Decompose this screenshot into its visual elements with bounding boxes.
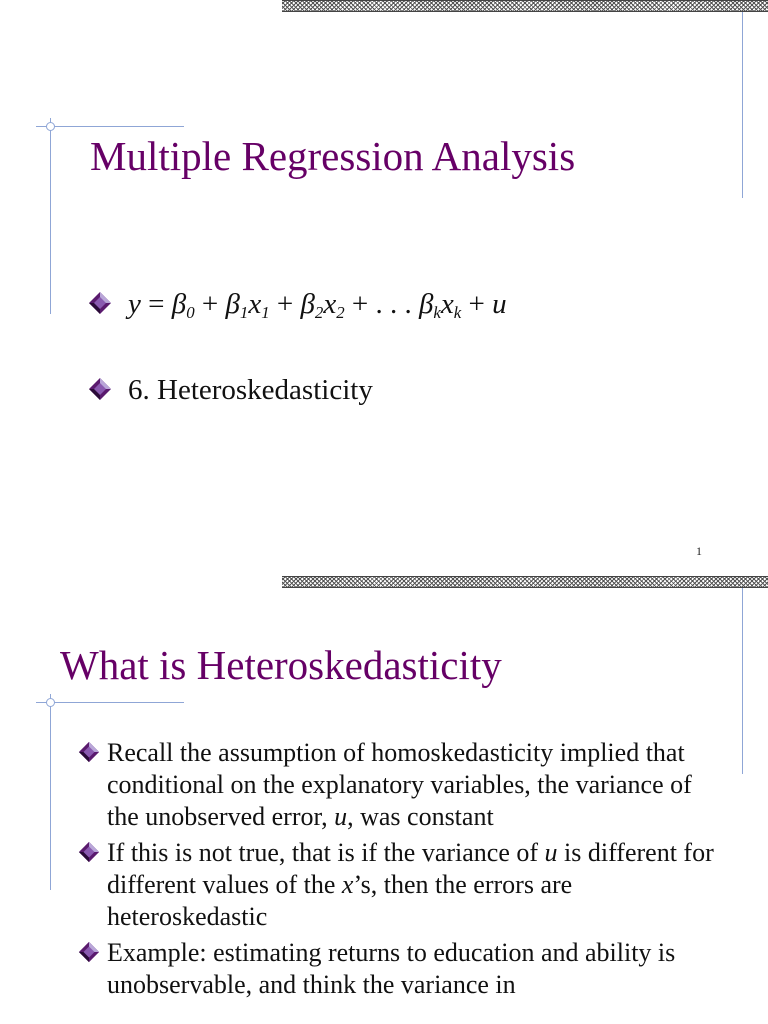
bullet-item [78,737,718,833]
diamond-bullet-icon [78,941,100,963]
bullet-text: 6. Heteroskedasticity [128,374,373,406]
regression-equation: $y = \beta_0 + \beta_1x_1 + \beta_2x_2$ + . . . $\beta_kx_k + u$ [128,288,507,323]
slide-2 [0,576,768,1024]
bullet-text: Recall the assumption of homoskedasticity implied that conditional on the explanatory variables, the variance of the unobserved error, u, was constant [107,738,692,831]
ring-ornament-icon [46,122,55,131]
decorative-pattern-band [282,576,768,588]
bullet-list [88,286,507,458]
bullet-text: Example: estimating returns to education and ability is unobservable, and think the variance in [107,938,676,999]
horizontal-accent-line [36,126,184,127]
diamond-bullet-icon [78,741,100,763]
horizontal-accent-line [36,702,184,703]
bullet-item-topic [88,372,507,408]
slide-title: What is Heteroskedasticity [60,642,502,688]
bullet-list [78,737,718,1005]
vertical-accent-line [50,694,51,890]
diamond-bullet-icon [78,841,100,863]
bullet-item-equation [88,286,507,322]
diamond-bullet-icon [88,377,112,401]
bullet-text: If this is not true, that is if the variance of u is different for different values of the x’s, then the errors are heteroskedastic [107,838,714,931]
ring-ornament-icon [46,698,55,707]
slide-number: 1 [696,544,702,558]
bullet-item [78,937,718,1001]
diamond-bullet-icon [88,291,112,315]
vertical-accent-line [742,12,743,198]
slide-title: Multiple Regression Analysis [90,133,576,179]
bullet-item [78,837,718,933]
decorative-pattern-band [282,0,768,12]
vertical-accent-line [742,588,743,774]
vertical-accent-line [50,118,51,314]
